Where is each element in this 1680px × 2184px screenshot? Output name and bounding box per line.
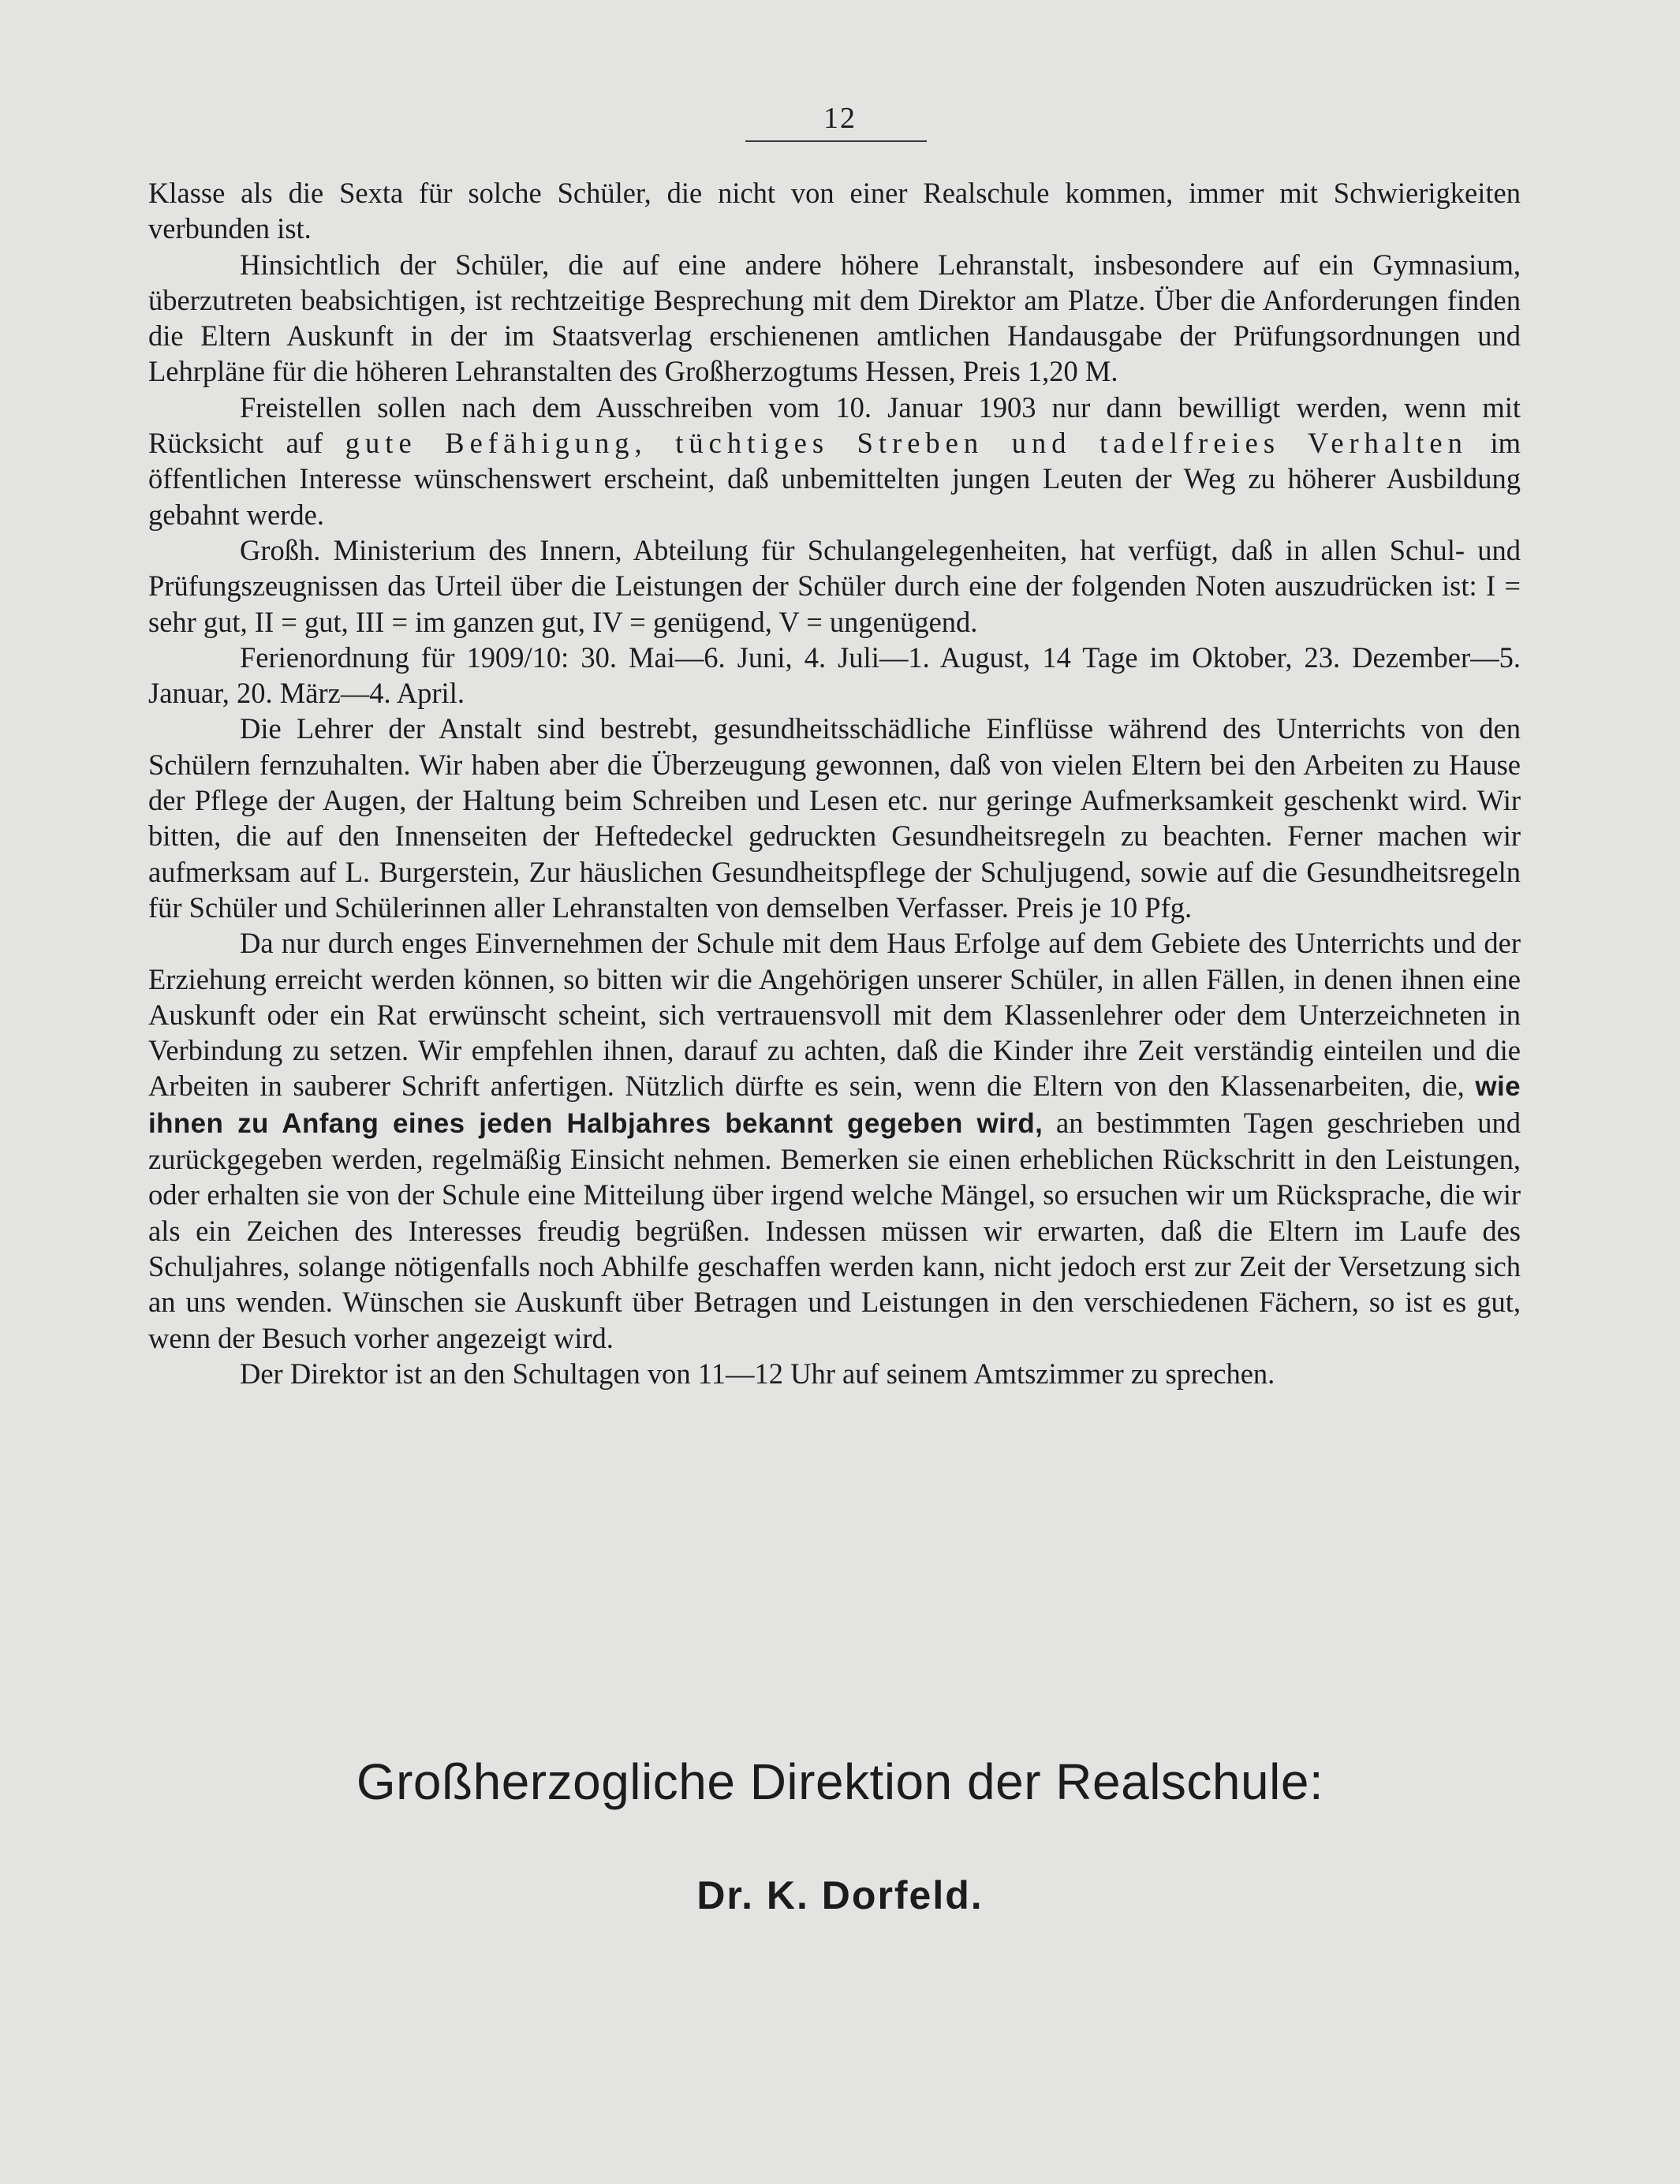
page-number: 12: [823, 102, 857, 135]
paragraph: Klasse als die Sexta für solche Schüler, die nicht von einer Realschule kommen, immer mit Schwierigkeiten verbunden ist.: [148, 177, 1521, 245]
paragraph: [148, 925, 1521, 1356]
paragraph: Der Direktor ist an den Schultagen von 11—12 Uhr auf seinem Amtszimmer zu sprechen.: [240, 1357, 1275, 1390]
paragraph: Hinsichtlich der Schüler, die auf eine andere höhere Lehranstalt, insbesondere auf ein Gymnasium, überzutreten beabsichtigen, ist rechtzeitige Besprechung mit dem Direktor am Platze. Über die Anforderungen finden die Eltern Auskunft in der im Staatsverlag erschienenen amtlichen Handausgabe der Prüfungsordnungen und Lehrpläne für die höheren Lehranstalten des Großherzogtums Hessen, Preis 1,20 M.: [148, 248, 1521, 388]
paragraph: Ferienordnung für 1909/10: 30. Mai—6. Juni, 4. Juli—1. August, 14 Tage im Oktober, 23. Dezember—5. Januar, 20. März—4. April.: [148, 640, 1521, 710]
page-number-rule: [745, 140, 927, 142]
paragraph: Großh. Ministerium des Innern, Abteilung für Schulangelegenheiten, hat verfügt, daß in allen Schul- und Prüfungszeugnissen das Urteil über die Leistungen der Schüler durch eine der folgenden Noten auszudrücken ist: I = sehr gut, II = gut, III = im ganzen gut, IV = genügend, V = ungenügend.: [148, 533, 1521, 638]
paragraph: Die Lehrer der Anstalt sind bestrebt, gesundheitsschädliche Einflüsse während des Unterrichts von den Schülern fernzuhalten. Wir haben aber die Überzeugung gewonnen, daß von vielen Eltern bei den Arbeiten zu Hause der Pflege der Augen, der Haltung beim Schreiben und Lesen etc. nur geringe Aufmerksamkeit geschenkt wird. Wir bitten, die auf den Innenseiten der Heftedeckel gedruckten Gesundheitsregeln zu beachten. Ferner machen wir aufmerksam auf L. Burgerstein, Zur häuslichen Gesundheitspflege der Schuljugend, sowie auf die Gesundheitsregeln für Schüler und Schülerinnen aller Lehranstalten von demselben Verfasser. Preis je 10 Pfg.: [148, 712, 1521, 924]
signature-organization: Großherzogliche Direktion der Realschule:: [356, 1753, 1324, 1810]
paragraph-text: Da nur durch enges Einvernehmen der Schule mit dem Haus Erfolge auf dem Gebiete des Unterrichts und der Erziehung erreicht werden können, so bitten wir die Angehörigen unserer Schüler, in allen Fällen, in denen ihnen eine Auskunft oder ein Rat erwünscht scheint, sich vertrauensvoll mit dem Klassenlehrer oder dem Unterzeichneten in Verbindung zu setzen. Wir empfehlen ihnen, darauf zu achten, daß die Kinder ihre Zeit verständig einteilen und die Arbeiten in sauberer Schrift anfertigen. Nützlich dürfte es sein, wenn die Eltern von den Klassenarbeiten, die,: [148, 927, 1521, 1103]
body-text: [148, 175, 1521, 1391]
paragraph-text: Freistellen sollen nach dem Ausschreiben vom 10. Januar 1903 nur dann bewilligt werden, wenn mit Rücksicht auf: [148, 390, 1521, 460]
paragraph: [148, 390, 1521, 532]
paragraph-text: an bestimmten Tagen geschrieben und zurückgegeben werden, regelmäßig Einsicht nehmen. Bemerken sie einen erheblichen Rückschritt in den Leistungen, oder erhalten sie von der Schule eine Mitteilung über irgend welche Mängel, so ersuchen wir um Rücksprache, die wir als ein Zeichen des Interesses freudig begrüßen. Indessen müssen wir erwarten, daß die Eltern im Laufe des Schuljahres, solange nötigenfalls noch Abhilfe geschaffen werden kann, nicht jedoch erst zur Zeit der Versetzung sich an uns wenden. Wünschen sie Auskunft über Betragen und Leistungen in den verschiedenen Fächern, so ist es gut, wenn der Besuch vorher angezeigt wird.: [148, 1106, 1521, 1354]
emphasized-bold-text: wie ihnen zu Anfang eines jeden Halbjahres bekannt gegeben wird,: [148, 1071, 1521, 1139]
emphasized-spaced-text: gute Befähigung, tüchtiges Streben und tadelfreies Verhalten: [345, 427, 1468, 460]
signature-name: Dr. K. Dorfeld.: [696, 1873, 984, 1917]
paragraph-text: im öffentlichen Interesse wünschenswert erscheint, daß unbemittelten jungen Leuten der Weg zu höherer Ausbildung gebahnt werde.: [148, 427, 1521, 531]
